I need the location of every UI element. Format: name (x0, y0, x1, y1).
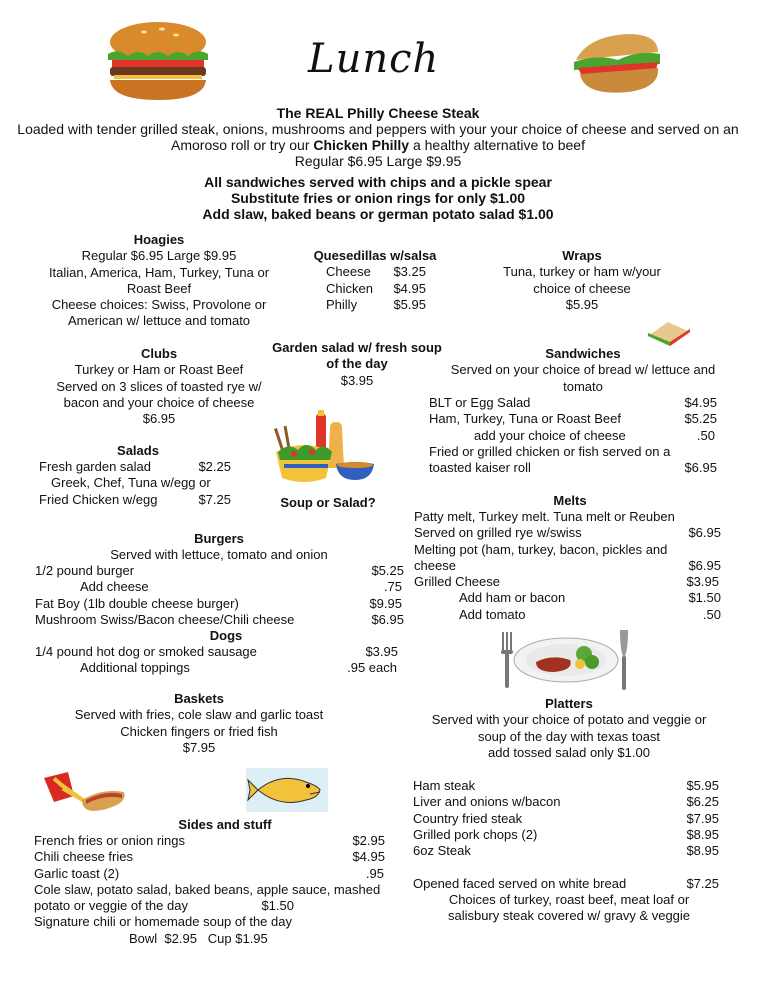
menu-item (429, 395, 717, 411)
sandwiches-title: Sandwiches (545, 346, 621, 361)
item-name: potato or veggie of the day (34, 898, 188, 914)
item-name: Fresh garden salad (39, 459, 152, 474)
baskets-line: Chicken fingers or fried fish (120, 723, 278, 739)
item-name: Chicken (326, 280, 373, 296)
item-name: Add tomato (459, 606, 526, 622)
menu-item (35, 563, 404, 579)
philly-desc-alt: a healthy alternative to beef (409, 137, 585, 153)
garden-section (262, 340, 452, 389)
item-price: .75 (383, 579, 402, 595)
item-name: Fried Chicken w/egg (39, 491, 158, 507)
item-price: $1.50 (688, 590, 721, 606)
menu-item (34, 898, 294, 914)
item-price: $5.95 (393, 296, 426, 312)
hoagies-line: American w/ lettuce and tomato (67, 313, 251, 329)
item-name: 6oz Steak (413, 843, 471, 859)
platters-line: Served with your choice of potato and veggie or (431, 712, 707, 728)
burgers-desc: Served with lettuce, tomato and onion (110, 547, 328, 563)
menu-item (326, 297, 426, 313)
item-name: toasted kaiser roll (429, 460, 531, 476)
philly-desc-line2 (0, 137, 756, 153)
menu-item (413, 843, 719, 859)
garden-price: $3.95 (340, 372, 374, 388)
platters-title: Platters (545, 696, 593, 711)
item-name: Opened faced served on white bread (413, 876, 627, 891)
item-name: Philly (326, 296, 358, 312)
item-price: .50 (696, 427, 715, 443)
menu-item (429, 411, 717, 427)
menu-item (429, 444, 717, 460)
platters-list (413, 778, 719, 859)
item-name: Patty melt, Turkey melt. Tuna melt or Reuben (414, 509, 675, 524)
burger-icon (104, 20, 212, 102)
fries-hotdog-icon (42, 770, 128, 814)
item-name: Ham, Turkey, Tuna or Roast Beef (429, 411, 621, 427)
page-title: Lunch (308, 36, 440, 82)
note-fries: Substitute fries or onion rings for only $1.00 (230, 190, 526, 206)
menu-item (34, 849, 385, 865)
item-name: Add cheese (80, 579, 149, 595)
item-price: .95 each (347, 660, 397, 676)
salads-title: Salads (117, 443, 159, 458)
wraps-line: $5.95 (565, 296, 599, 312)
item-name: Add ham or bacon (459, 590, 566, 606)
item-price: $4.95 (684, 395, 717, 410)
item-price: $1.50 (261, 898, 294, 914)
open-faced-desc (410, 892, 728, 925)
menu-item (414, 607, 721, 623)
menu-item (414, 590, 721, 606)
platters-line: add tossed salad only $1.00 (488, 744, 650, 760)
item-price: .95 (365, 865, 384, 881)
item-name: Cheese (326, 264, 371, 280)
baskets-section (36, 691, 362, 756)
menu-item (34, 882, 385, 898)
baskets-line: $7.95 (182, 739, 216, 755)
item-name: Liver and onions w/bacon (413, 794, 561, 810)
hoagies-line: Italian, America, Ham, Turkey, Tuna or (48, 264, 270, 280)
item-name: 1/4 pound hot dog or smoked sausage (35, 644, 257, 659)
menu-item (39, 459, 231, 475)
philly-desc-line1: Loaded with tender grilled steak, onions, mushrooms and peppers with your your choice of cheese and served on an (17, 121, 739, 137)
item-price: $2.25 (198, 459, 231, 474)
menu-item (39, 475, 231, 491)
item-name: Melting pot (ham, turkey, bacon, pickles and (414, 541, 668, 557)
open-faced-item (413, 876, 719, 892)
clubs-line: Served on 3 slices of toasted rye w/ (56, 378, 262, 394)
garden-title-2: of the day (326, 356, 388, 372)
clubs-title: Clubs (140, 346, 178, 361)
open-faced-line: salisbury steak covered w/ gravy & veggie (447, 908, 691, 924)
item-price: $5.95 (686, 778, 719, 793)
menu-item (429, 460, 717, 476)
item-name: Greek, Chef, Tuna w/egg or (51, 475, 211, 491)
philly-price: Regular $6.95 Large $9.95 (294, 153, 462, 169)
item-price: $4.95 (393, 280, 426, 296)
melts-list (414, 509, 721, 623)
menu-item (326, 264, 426, 280)
menu-item (413, 794, 719, 810)
item-name: Garlic toast (2) (34, 865, 120, 881)
burgers-title: Burgers (194, 531, 244, 546)
menu-item (35, 660, 398, 676)
item-price: $5.25 (684, 411, 717, 427)
item-name: Ham steak (413, 778, 476, 793)
menu-item (35, 644, 398, 660)
burgers-list (35, 563, 404, 628)
chicken-philly-label: Chicken Philly (313, 137, 410, 153)
item-name: French fries or onion rings (34, 833, 186, 848)
sandwiches-list (429, 395, 717, 476)
sides-list (34, 833, 385, 931)
clubs-section (28, 346, 290, 427)
item-name: Served on grilled rye w/swiss (414, 525, 582, 541)
menu-item (413, 811, 719, 827)
item-price: $6.95 (684, 460, 717, 476)
sides-title: Sides and stuff (178, 817, 272, 832)
menu-item (35, 596, 404, 612)
clubs-line: bacon and your choice of cheese (63, 394, 255, 410)
item-price: $7.25 (198, 491, 231, 507)
quesadillas-section (300, 248, 450, 313)
platters-header (410, 696, 728, 761)
open-faced-line: Choices of turkey, roast beef, meat loaf or (448, 892, 690, 907)
menu-item (414, 542, 721, 558)
item-price: $7.25 (686, 876, 719, 891)
hoagies-title: Hoagies (133, 232, 185, 247)
item-price: $6.95 (688, 557, 721, 573)
baskets-line: Served with fries, cole slaw and garlic toast (74, 707, 324, 723)
bowl-cup-prices: Bowl $2.95 Cup $1.95 (129, 931, 268, 946)
note-slaw: Add slaw, baked beans or german potato salad $1.00 (202, 206, 554, 222)
item-name: 1/2 pound burger (35, 563, 135, 578)
item-price: $8.95 (686, 843, 719, 859)
dogs-list (35, 644, 398, 677)
item-name: Fried or grilled chicken or fish served on a (429, 443, 671, 459)
item-name: add your choice of cheese (474, 427, 626, 443)
item-price: $5.25 (371, 563, 404, 578)
baskets-title: Baskets (174, 691, 224, 706)
item-price: $9.95 (369, 595, 402, 611)
hoagies-line: Regular $6.95 Large $9.95 (81, 248, 237, 264)
menu-item (413, 778, 719, 794)
menu-item (414, 509, 721, 525)
item-name: Cole slaw, potato salad, baked beans, apple sauce, mashed (34, 881, 381, 897)
philly-desc-text: Amoroso roll or try our (171, 137, 314, 153)
clubs-line: Turkey or Ham or Roast Beef (74, 362, 244, 378)
item-price: $3.25 (393, 264, 426, 280)
soup-salad-caption: Soup or Salad? (280, 495, 376, 510)
fish-icon (246, 768, 328, 812)
sandwiches-desc: Served on your choice of bread w/ lettuce and (450, 362, 716, 378)
note-chips: All sandwiches served with chips and a pickle spear (204, 174, 552, 190)
item-name: Fat Boy (1lb double cheese burger) (35, 595, 239, 611)
item-name: cheese (414, 557, 456, 573)
wraps-line: choice of cheese (533, 280, 631, 296)
wraps-title: Wraps (562, 248, 602, 263)
sandwiches-desc-2: tomato (563, 378, 603, 394)
garden-title: Garden salad w/ fresh soup (272, 340, 442, 355)
menu-item (35, 612, 404, 628)
menu-item (429, 428, 717, 444)
hoagies-section (28, 232, 290, 330)
menu-item (34, 866, 385, 882)
item-name: Grilled Cheese (414, 574, 500, 590)
menu-item (34, 914, 385, 930)
item-name: BLT or Egg Salad (429, 395, 531, 410)
melts-title: Melts (553, 493, 587, 508)
item-price: $8.95 (686, 826, 719, 842)
item-price: $6.25 (686, 794, 719, 810)
menu-item (326, 281, 426, 297)
item-price: $2.95 (352, 833, 385, 848)
wraps-line: Tuna, turkey or ham w/your (503, 264, 661, 280)
item-name: Mushroom Swiss/Bacon cheese/Chili cheese (35, 611, 295, 627)
menu-item (414, 574, 720, 590)
wraps-section (482, 248, 682, 313)
item-price: $4.95 (352, 849, 385, 865)
philly-title: The REAL Philly Cheese Steak (276, 105, 480, 121)
menu-item (35, 579, 404, 595)
menu-item (414, 558, 721, 574)
hoagies-line: Cheese choices: Swiss, Provolone or (51, 297, 267, 313)
item-price: $7.95 (686, 810, 719, 826)
item-price: $3.95 (365, 644, 398, 659)
item-name: Signature chili or homemade soup of the day (34, 914, 292, 930)
item-price: $6.95 (371, 611, 404, 627)
item-price: $3.95 (686, 574, 719, 590)
sandwiches-header (428, 346, 738, 395)
sub-sandwich-icon (568, 30, 664, 96)
dogs-title: Dogs (209, 628, 243, 643)
plate-utensils-icon (496, 628, 642, 692)
salads-list (39, 459, 231, 508)
menu-item (39, 492, 231, 508)
item-name: Additional toppings (80, 660, 190, 676)
soup-salad-icon (274, 408, 378, 492)
item-name: Chili cheese fries (34, 849, 133, 865)
menu-item (413, 827, 719, 843)
burgers-header (36, 531, 402, 564)
quesadillas-title: Quesedillas w/salsa (313, 248, 437, 263)
item-name: Country fried steak (413, 810, 523, 826)
menu-item (34, 833, 385, 849)
platters-line: soup of the day with texas toast (477, 728, 661, 744)
item-price: .50 (702, 606, 721, 622)
menu-item (414, 525, 721, 541)
item-price: $6.95 (688, 525, 721, 541)
item-name: Grilled pork chops (2) (413, 826, 538, 842)
clubs-line: $6.95 (142, 411, 176, 427)
sandwich-icon (644, 318, 694, 348)
hoagies-line: Roast Beef (126, 280, 192, 296)
